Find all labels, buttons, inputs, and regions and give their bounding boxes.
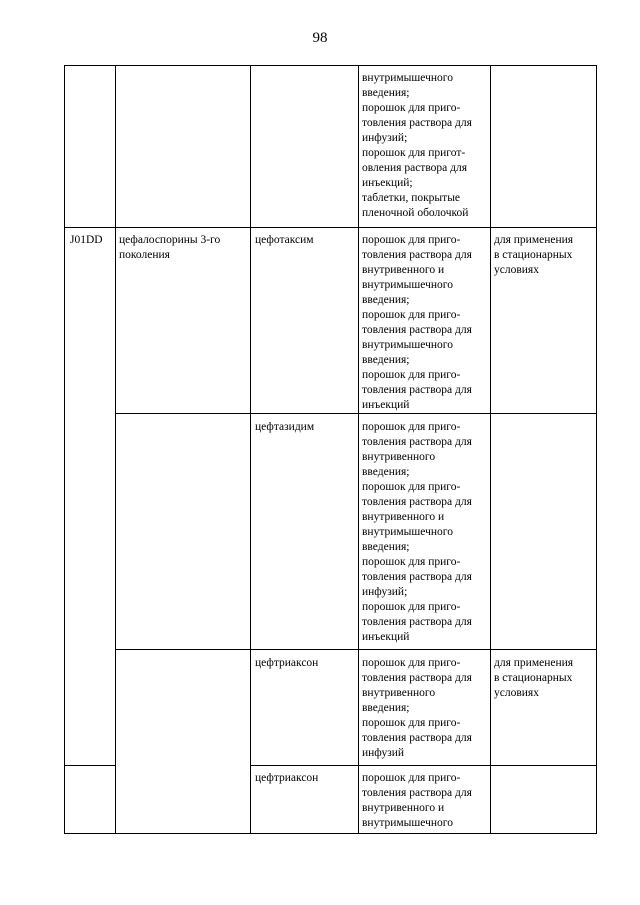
row-divider-4b [250, 765, 597, 766]
column-divider-1 [115, 65, 116, 833]
table-row-1-forms: порошок для приго- товления раствора для внутривенного и внутримышечного введения; порошок для приго- товления раствора для внутримышечного введения; порошок для приго- товления раствора для инъекций [362, 234, 472, 411]
table-border-bottom [64, 833, 597, 834]
column-divider-2 [250, 65, 251, 833]
table-row-4-forms: порошок для приго- товления раствора для внутривенного и внутримышечного [362, 772, 472, 829]
table-row-1-group: цефалоспорины 3-го поколения [119, 234, 221, 261]
table-row-3-drug: цефтриаксон [255, 657, 319, 669]
row-divider-2 [115, 413, 597, 414]
table-border-top [64, 65, 597, 66]
row-divider-4a [64, 765, 115, 766]
table-row-3-forms: порошок для приго- товления раствора для внутривенного введения; порошок для приго- товления раствора для инфузий [362, 657, 472, 759]
column-divider-4 [490, 65, 491, 833]
table-border-right [596, 65, 597, 833]
table-border-left [64, 65, 65, 833]
table-row-2-forms: порошок для приго- товления раствора для внутривенного введения; порошок для приго- товления раствора для внутривенного и внутримышечного введения; порошок для приго- товления раствора для инфузий; порошок для приго- товления раствора для инъекций [362, 421, 472, 643]
table-row-4-drug: цефтриаксон [255, 772, 319, 784]
page-number: 98 [312, 30, 328, 46]
table-row-2-drug: цефтазидим [255, 421, 315, 433]
row-divider-3 [115, 649, 597, 650]
table-row-1-note: для применения в стационарных условиях [494, 234, 574, 276]
table-row-1-drug: цефотаксим [255, 234, 314, 246]
table-row-1-code: J01DD [70, 234, 103, 246]
table-row-3-note: для применения в стационарных условиях [494, 657, 574, 699]
table-row-0-forms: внутримышечного введения; порошок для приго- товления раствора для инфузий; порошок для пригот- овления раствора для инъекций; таблетки, покрытые пленочной оболочкой [362, 72, 472, 219]
column-divider-3 [358, 65, 359, 833]
row-divider-1 [64, 227, 597, 228]
